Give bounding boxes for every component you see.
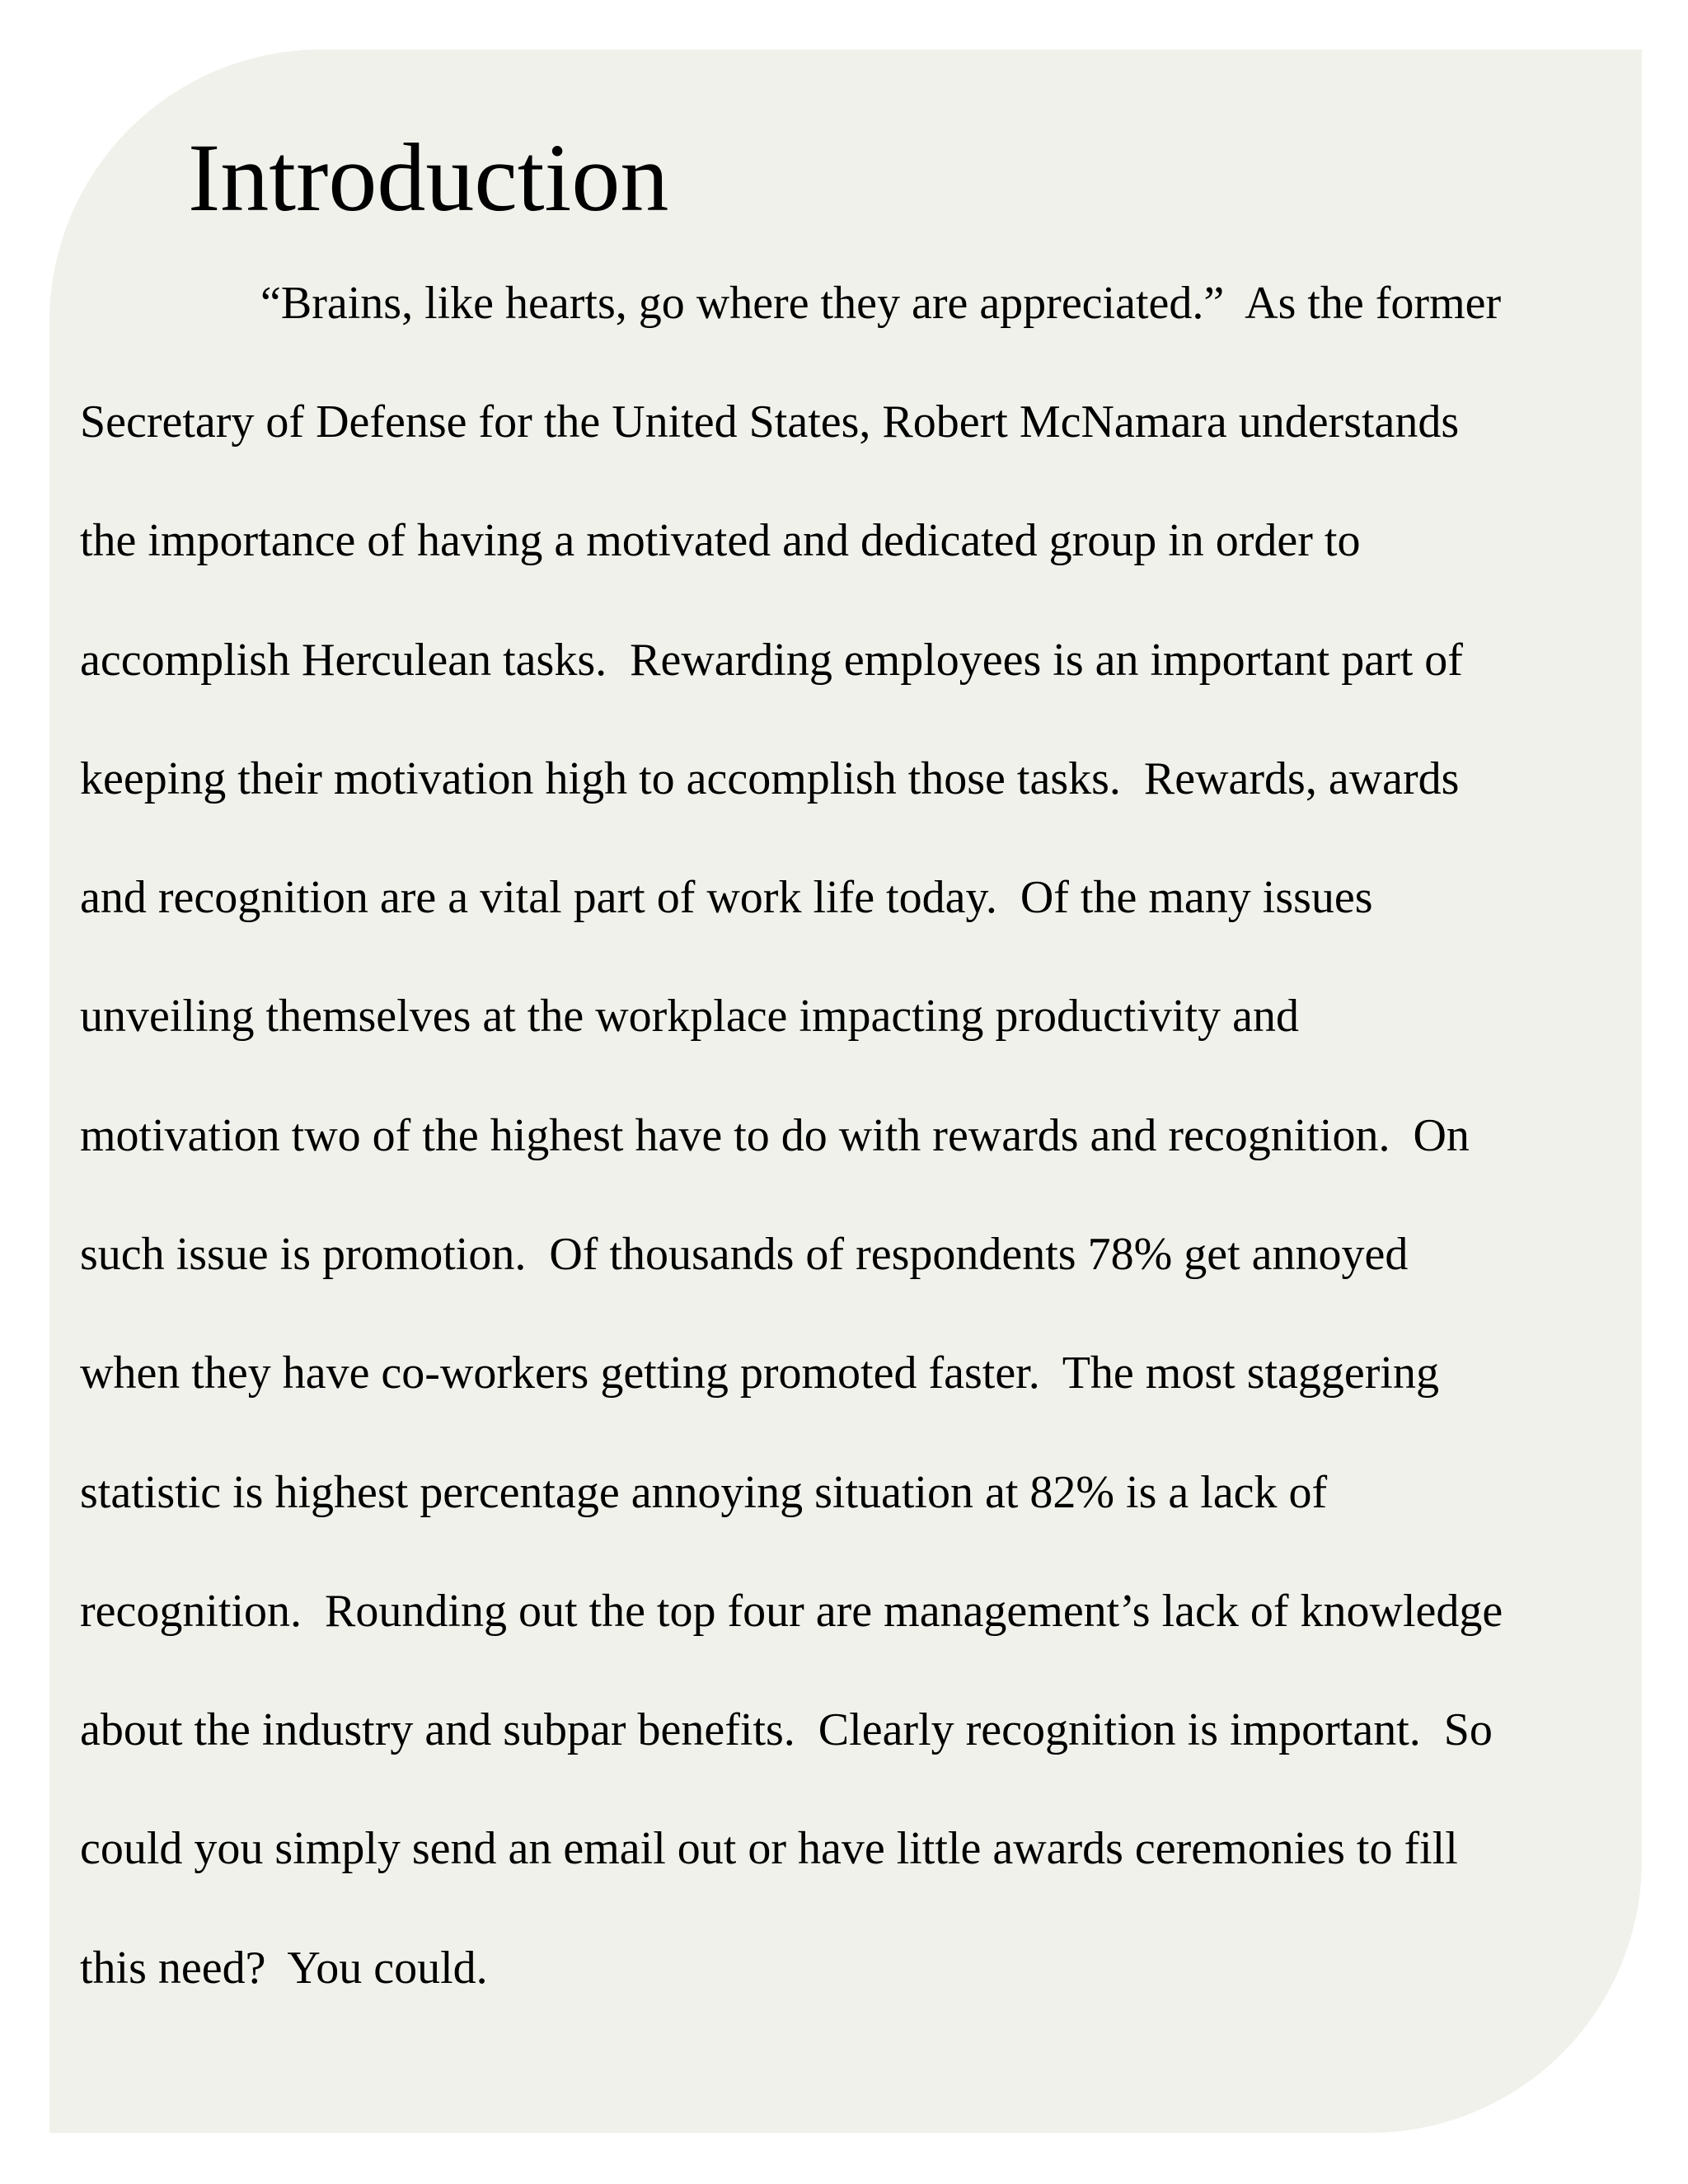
paragraph-line: keeping their motivation high to accomplish those tasks. Rewards, awards: [80, 753, 1460, 804]
paragraph-line: about the industry and subpar benefits. Clearly recognition is important. So: [80, 1704, 1493, 1755]
paragraph-line: and recognition are a vital part of work life today. Of the many issues: [80, 872, 1373, 923]
paragraph-line: the importance of having a motivated and dedicated group in order to: [80, 515, 1361, 566]
paragraph-line: motivation two of the highest have to do with rewards and recognition. On: [80, 1110, 1470, 1161]
paragraph-line: recognition. Rounding out the top four are management’s lack of knowledge: [80, 1586, 1503, 1637]
paragraph-line: such issue is promotion. Of thousands of respondents 78% get annoyed: [80, 1229, 1409, 1280]
paragraph-line: statistic is highest percentage annoying situation at 82% is a lack of: [80, 1467, 1328, 1518]
paragraph-line: could you simply send an email out or have little awards ceremonies to fill: [80, 1823, 1458, 1874]
document-panel: [49, 49, 1642, 2133]
paragraph-line: “Brains, like hearts, go where they are appreciated.” As the former: [260, 278, 1502, 329]
paragraph-line: when they have co-workers getting promoted faster. The most staggering: [80, 1347, 1439, 1399]
paragraph-line: Secretary of Defense for the United States, Robert McNamara understands: [80, 396, 1460, 448]
paragraph-line: unveiling themselves at the workplace impacting productivity and: [80, 991, 1299, 1042]
paragraph-line: accomplish Herculean tasks. Rewarding employees is an important part of: [80, 635, 1463, 686]
page-title: Introduction: [188, 124, 669, 232]
paragraph-line: this need? You could.: [80, 1943, 488, 1994]
